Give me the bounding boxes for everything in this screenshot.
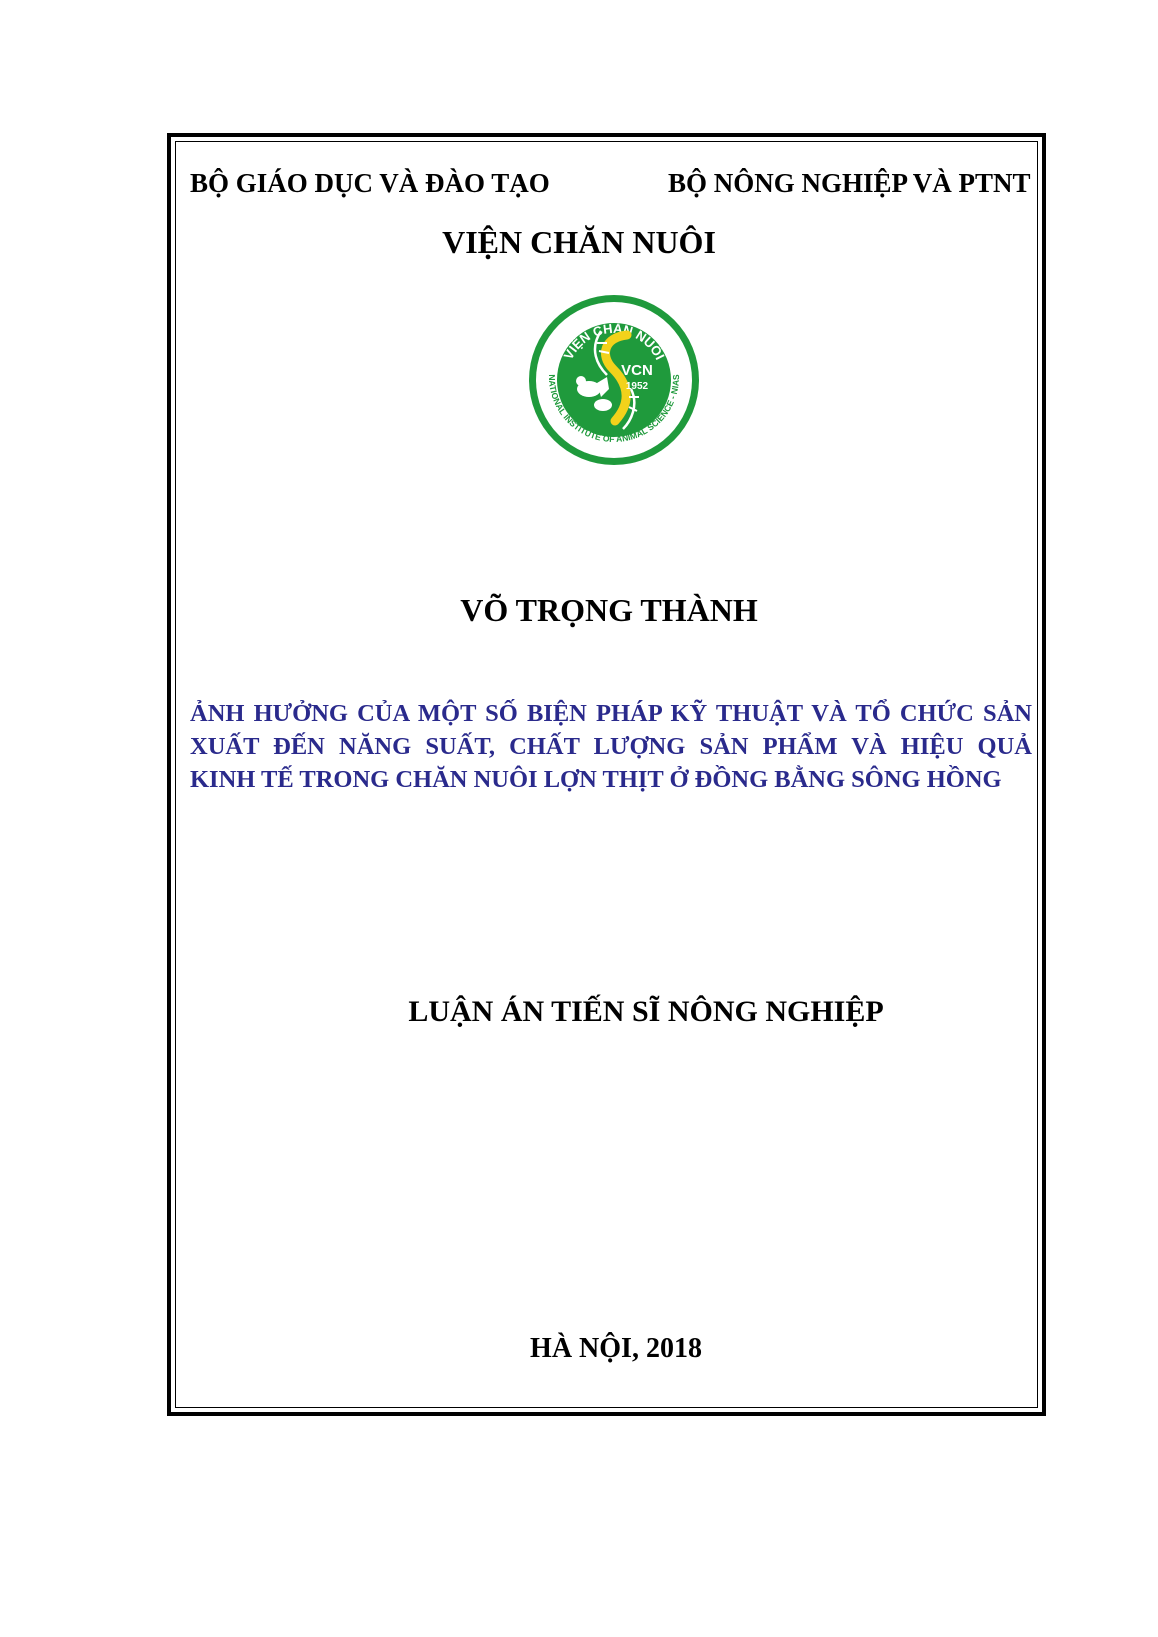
logo-arc-bottom-text: NATIONAL INSTITUTE OF ANIMAL SCIENCE - NIAS [546, 374, 682, 445]
place-year: HÀ NỘI, 2018 [530, 1333, 702, 1364]
degree-label: LUẬN ÁN TIẾN SĨ NÔNG NGHIỆP [408, 995, 884, 1028]
thesis-title [190, 697, 1032, 796]
logo-abbr: VCN [621, 362, 653, 379]
logo-arc-top-text: VIỆN CHĂN NUÔI [560, 320, 668, 363]
ministry-education: BỘ GIÁO DỤC VÀ ĐÀO TẠO [190, 168, 550, 198]
thesis-title-line: KINH TẾ TRONG CHĂN NUÔI LỢN THỊT Ở ĐỒNG BẰNG SÔNG HỒNG [190, 766, 1002, 793]
institute-name: VIỆN CHĂN NUÔI [442, 224, 716, 260]
institute-logo [527, 293, 701, 467]
author-name: VÕ TRỌNG THÀNH [460, 592, 758, 628]
thesis-title-line: XUẤT ĐẾN NĂNG SUẤT, CHẤT LƯỢNG SẢN PHẨM VÀ HIỆU QUẢ [190, 733, 1032, 760]
ministry-agriculture: BỘ NÔNG NGHIỆP VÀ PTNT [668, 168, 1031, 198]
logo-year: 1952 [625, 381, 649, 392]
thesis-title-line: ẢNH HƯỞNG CỦA MỘT SỐ BIỆN PHÁP KỸ THUẬT VÀ TỔ CHỨC SẢN [190, 700, 1032, 727]
